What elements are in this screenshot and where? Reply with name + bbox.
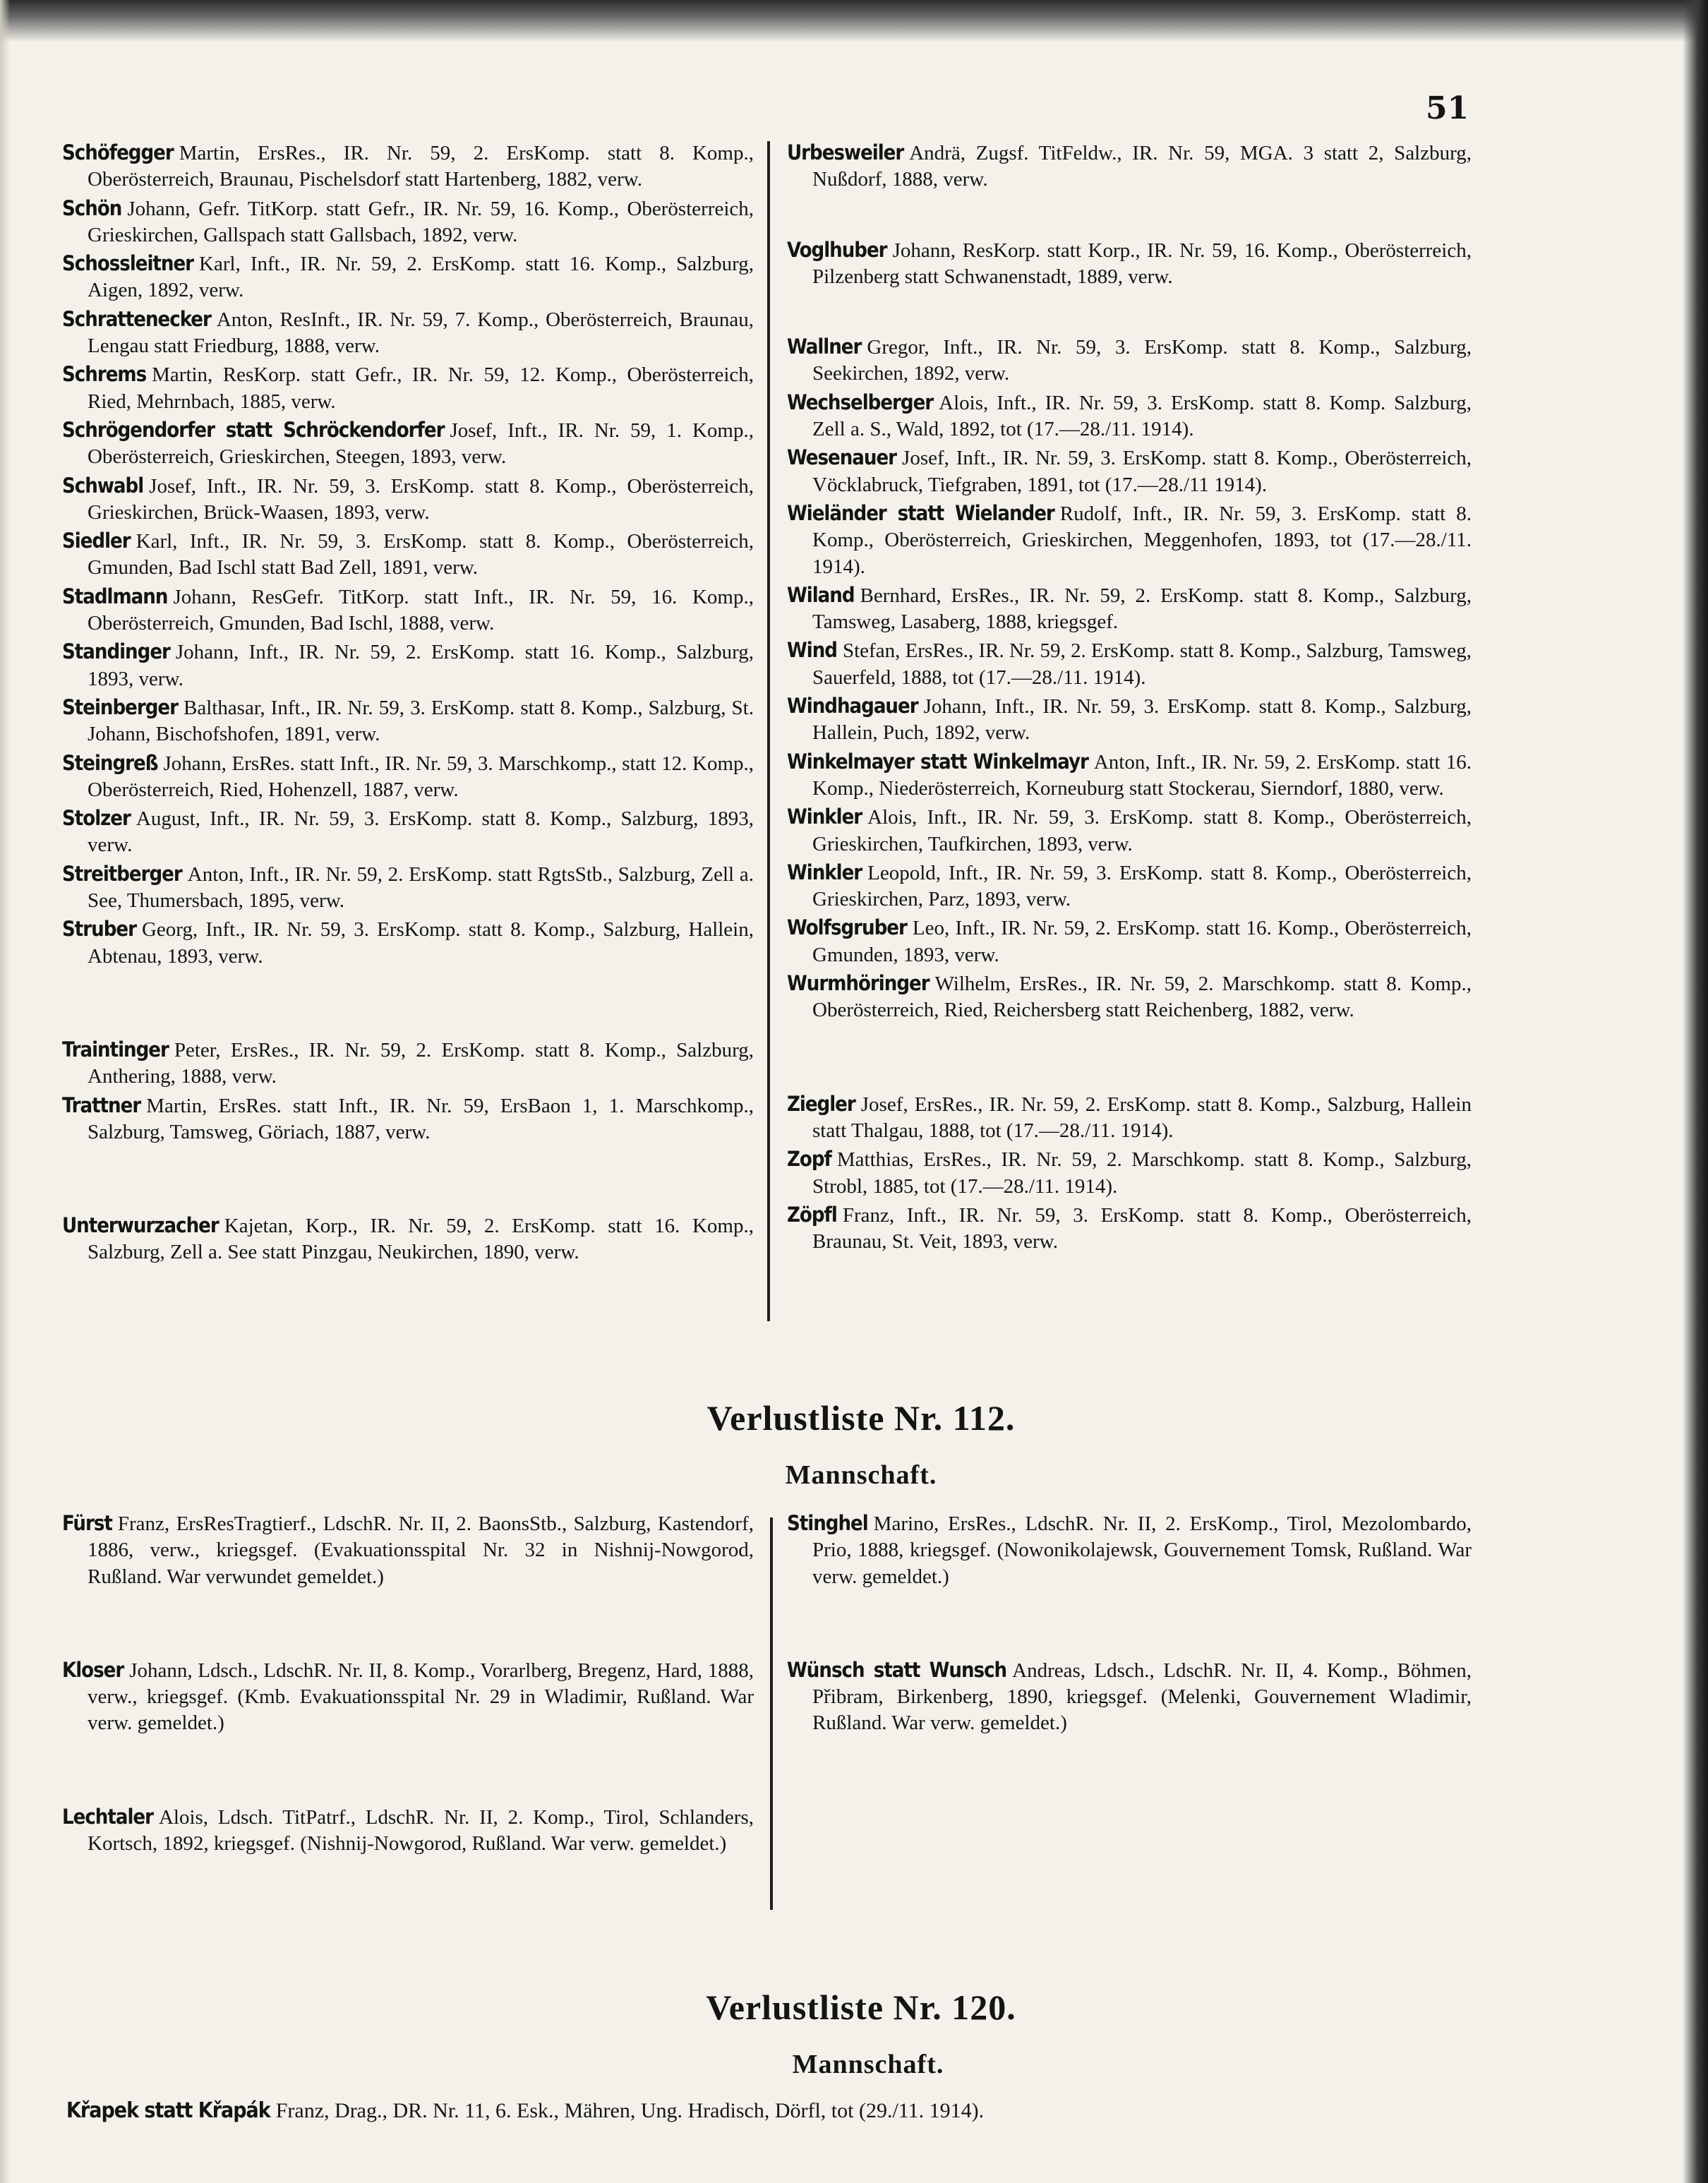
list-item: Streitberger Anton, Inft., IR. Nr. 59, 2. ErsKomp. statt RgtsStb., Salzburg, Zell a. See, Thumersbach, 1895, verw. xyxy=(62,861,754,913)
list-item: Winkler Leopold, Inft., IR. Nr. 59, 3. ErsKomp. statt 8. Komp., Oberösterreich, Grieskirchen, Parz, 1893, verw. xyxy=(787,860,1472,911)
list112-column-left xyxy=(62,1510,754,1857)
list-item: Winkelmayer statt Winkelmayr Anton, Inft., IR. Nr. 59, 2. ErsKomp. statt 16. Komp., Niederösterreich, Korneuburg statt Stockerau, Sierndorf, 1880, verw. xyxy=(787,749,1472,800)
column-left xyxy=(62,140,754,1266)
page-number: 51 xyxy=(1426,90,1469,126)
list-item: Wieländer statt Wielander Rudolf, Inft., IR. Nr. 59, 3. ErsKomp. statt 8. Komp., Oberösterreich, Grieskirchen, Meggenhofen, 1893, tot (17.—28./11. 1914). xyxy=(787,500,1472,578)
section-subtitle-120: Mannschaft. xyxy=(792,2050,944,2079)
list-item: Wechselberger Alois, Inft., IR. Nr. 59, 3. ErsKomp. statt 8. Komp. Salzburg, Zell a. S., Wald, 1892, tot (17.—28./11. 1914). xyxy=(787,390,1472,441)
list-item: Fürst Franz, ErsResTragtierf., LdschR. Nr. II, 2. BaonsStb., Salzburg, Kastendorf, 1886, verw., kriegsgef. (Evakuationsspital Nr. 32 in Nishnij-Nowgorod, Rußland. War verwundet gemeldet.) xyxy=(62,1511,754,1588)
section-title-120: Verlustliste Nr. 120. xyxy=(706,1987,1016,2027)
scan-edge-right xyxy=(1683,0,1708,2183)
list-item: Schrems Martin, ResKorp. statt Gefr., IR. Nr. 59, 12. Komp., Oberösterreich, Ried, Mehrnbach, 1885, verw. xyxy=(62,362,754,413)
list-item: Křapek statt Křapák Franz, Drag., DR. Nr. 11, 6. Esk., Mähren, Ung. Hradisch, Dörfl, tot (29./11. 1914). xyxy=(66,2098,985,2123)
list-item: Steinberger Balthasar, Inft., IR. Nr. 59, 3. ErsKomp. statt 8. Komp., Salzburg, St. Johann, Bischofshofen, 1891, verw. xyxy=(62,694,754,746)
list-item: Winkler Alois, Inft., IR. Nr. 59, 3. ErsKomp. statt 8. Komp., Oberösterreich, Grieskirchen, Taufkirchen, 1893, verw. xyxy=(787,805,1472,855)
list-item: Voglhuber Johann, ResKorp. statt Korp., IR. Nr. 59, 16. Komp., Oberösterreich, Pilzenberg statt Schwanenstadt, 1889, verw. xyxy=(787,237,1472,288)
list-item: Standinger Johann, Inft., IR. Nr. 59, 2. ErsKomp. statt 16. Komp., Salzburg, 1893, verw. xyxy=(62,639,754,690)
scan-edge-left xyxy=(0,0,10,2183)
section-title-112: Verlustliste Nr. 112. xyxy=(706,1398,1016,1438)
list-item: Zopf Matthias, ErsRes., IR. Nr. 59, 2. Marschkomp. statt 8. Komp., Salzburg, Strobl, 1885, tot (17.—28./11. 1914). xyxy=(787,1147,1472,1198)
scan-edge-top xyxy=(0,0,1708,42)
column-divider xyxy=(770,1517,773,1910)
list-item: Schrögendorfer statt Schröckendorfer Josef, Inft., IR. Nr. 59, 1. Komp., Oberösterreich, Grieskirchen, Steegen, 1893, verw. xyxy=(62,417,754,469)
list-item: Wesenauer Josef, Inft., IR. Nr. 59, 3. ErsKomp. statt 8. Komp., Oberösterreich, Vöcklabruck, Tiefgraben, 1891, tot (17.—28./11 1914). xyxy=(787,445,1472,496)
list-item: Wiland Bernhard, ErsRes., IR. Nr. 59, 2. ErsKomp. statt 8. Komp., Salzburg, Tamsweg, Lasaberg, 1888, kriegsgef. xyxy=(787,582,1472,634)
list-item: Stinghel Marino, ErsRes., LdschR. Nr. II, 2. ErsKomp., Tirol, Mezolombardo, Prio, 1888, kriegsgef. (Nowonikolajewsk, Gouvernement Tomsk, Rußland. War verw. gemeldet.) xyxy=(787,1511,1472,1588)
list-item: Schrattenecker Anton, ResInft., IR. Nr. 59, 7. Komp., Oberösterreich, Braunau, Lengau statt Friedburg, 1888, verw. xyxy=(62,306,754,358)
list-item: Unterwurzacher Kajetan, Korp., IR. Nr. 59, 2. ErsKomp. statt 16. Komp., Salzburg, Zell a. See statt Pinzgau, Neukirchen, 1890, verw. xyxy=(62,1213,754,1264)
list-item: Lechtaler Alois, Ldsch. TitPatrf., LdschR. Nr. II, 2. Komp., Tirol, Schlanders, Kortsch, 1892, kriegsgef. (Nishnij-Nowgorod, Rußland. War verw. gemeldet.) xyxy=(62,1804,754,1856)
section-subtitle-112: Mannschaft. xyxy=(785,1460,937,1490)
list-item: Schöfegger Martin, ErsRes., IR. Nr. 59, 2. ErsKomp. statt 8. Komp., Oberösterreich, Braunau, Pischelsdorf statt Hartenberg, 1882, verw. xyxy=(62,140,754,191)
list-item: Wünsch statt Wunsch Andreas, Ldsch., LdschR. Nr. II, 4. Komp., Böhmen, Přibram, Birkenberg, 1890, kriegsgef. (Melenki, Gouvernement Wladimir, Rußland. War verw. gemeldet.) xyxy=(787,1657,1472,1735)
list-item: Schön Johann, Gefr. TitKorp. statt Gefr., IR. Nr. 59, 16. Komp., Oberösterreich, Grieskirchen, Gallspach statt Gallsbach, 1892, verw. xyxy=(62,196,754,246)
list-item: Kloser Johann, Ldsch., LdschR. Nr. II, 8. Komp., Vorarlberg, Bregenz, Hard, 1888, verw., kriegsgef. (Kmb. Evakuationsspital Nr. 29 in Wladimir, Rußland. War verw. gemeldet.) xyxy=(62,1657,754,1735)
list-item: Wallner Gregor, Inft., IR. Nr. 59, 3. ErsKomp. statt 8. Komp., Salzburg, Seekirchen, 1892, verw. xyxy=(787,335,1472,385)
list120-entry xyxy=(66,2098,1478,2124)
list-item: Wurmhöringer Wilhelm, ErsRes., IR. Nr. 59, 2. Marschkomp. statt 8. Komp., Oberösterreich, Ried, Reichersberg statt Reichenberg, 1882, verw. xyxy=(787,971,1472,1022)
list-item: Struber Georg, Inft., IR. Nr. 59, 3. ErsKomp. statt 8. Komp., Salzburg, Hallein, Abtenau, 1893, verw. xyxy=(62,917,754,968)
list-item: Trattner Martin, ErsRes. statt Inft., IR. Nr. 59, ErsBaon 1, 1. Marschkomp., Salzburg, Tamsweg, Göriach, 1887, verw. xyxy=(62,1093,754,1143)
list-item: Wolfsgruber Leo, Inft., IR. Nr. 59, 2. ErsKomp. statt 16. Komp., Oberösterreich, Gmunden, 1893, verw. xyxy=(787,915,1472,966)
list-item: Stadlmann Johann, ResGefr. TitKorp. statt Inft., IR. Nr. 59, 16. Komp., Oberösterreich, Gmunden, Bad Ischl, 1888, verw. xyxy=(62,584,754,635)
column-divider xyxy=(767,141,770,1321)
list-item: Traintinger Peter, ErsRes., IR. Nr. 59, 2. ErsKomp. statt 8. Komp., Salzburg, Anthering, 1888, verw. xyxy=(62,1037,754,1088)
list112-column-right xyxy=(787,1510,1472,1737)
list-item: Steingreß Johann, ErsRes. statt Inft., IR. Nr. 59, 3. Marschkomp., statt 12. Komp., Oberösterreich, Ried, Hohenzell, 1887, verw. xyxy=(62,750,754,801)
list-item: Urbesweiler Andrä, Zugsf. TitFeldw., IR. Nr. 59, MGA. 3 statt 2, Salzburg, Nußdorf, 1888, verw. xyxy=(787,140,1472,191)
list-item: Windhagauer Johann, Inft., IR. Nr. 59, 3. ErsKomp. statt 8. Komp., Salzburg, Hallein, Puch, 1892, verw. xyxy=(787,694,1472,745)
list-item: Wind Stefan, ErsRes., IR. Nr. 59, 2. ErsKomp. statt 8. Komp., Salzburg, Tamsweg, Sauerfeld, 1888, tot (17.—28./11. 1914). xyxy=(787,638,1472,689)
list-item: Stolzer August, Inft., IR. Nr. 59, 3. ErsKomp. statt 8. Komp., Salzburg, 1893, verw. xyxy=(62,806,754,857)
list-item: Siedler Karl, Inft., IR. Nr. 59, 3. ErsKomp. statt 8. Komp., Oberösterreich, Gmunden, Bad Ischl statt Bad Zell, 1891, verw. xyxy=(62,529,754,579)
column-right xyxy=(787,140,1472,1255)
list-item: Ziegler Josef, ErsRes., IR. Nr. 59, 2. ErsKomp. statt 8. Komp., Salzburg, Hallein statt Thalgau, 1888, tot (17.—28./11. 1914). xyxy=(787,1091,1472,1142)
list-item: Schwabl Josef, Inft., IR. Nr. 59, 3. ErsKomp. statt 8. Komp., Oberösterreich, Grieskirchen, Brück-Waasen, 1893, verw. xyxy=(62,473,754,524)
list-item: Zöpfl Franz, Inft., IR. Nr. 59, 3. ErsKomp. statt 8. Komp., Oberösterreich, Braunau, St. Veit, 1893, verw. xyxy=(787,1202,1472,1253)
list-item: Schossleitner Karl, Inft., IR. Nr. 59, 2. ErsKomp. statt 16. Komp., Salzburg, Aigen, 1892, verw. xyxy=(62,251,754,302)
